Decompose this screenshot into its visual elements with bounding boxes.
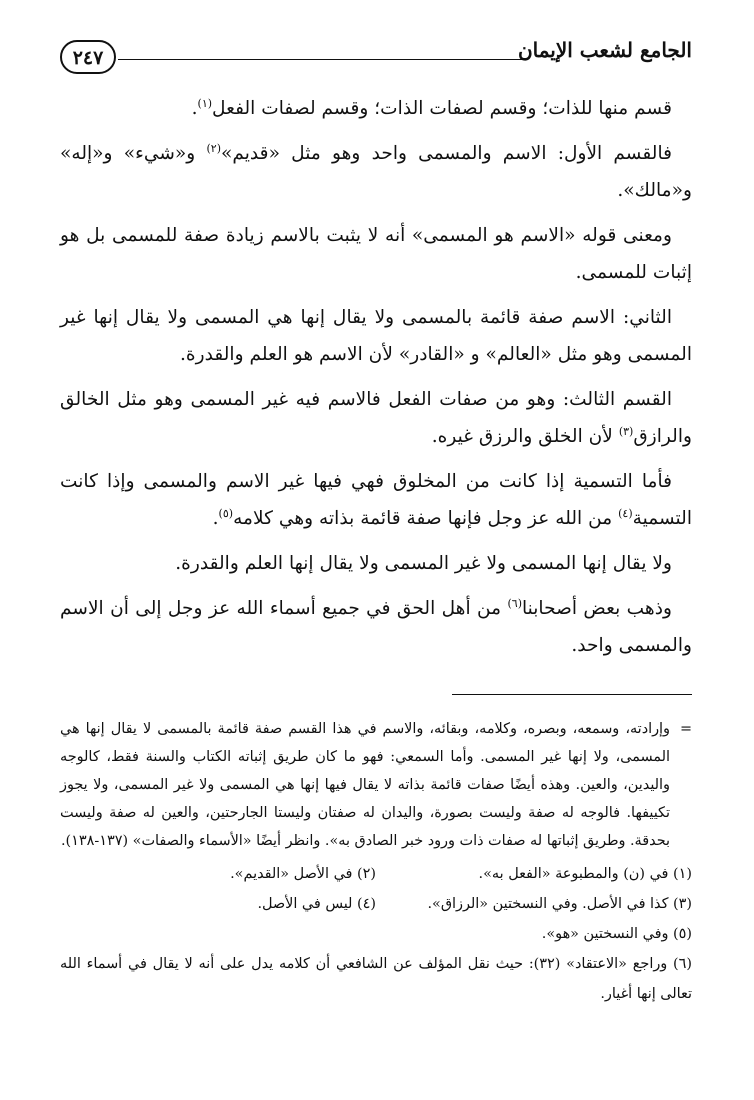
paragraph-4: الثاني: الاسم صفة قائمة بالمسمى ولا يقال إنها هي المسمى ولا يقال إنها غير المسمى وهو مثل «العالم» و «القادر» لأن الاسم هو العلم والقدرة.: [60, 307, 692, 365]
paragraph-7: ولا يقال إنها المسمى ولا غير المسمى ولا يقال إنها العلم والقدرة.: [175, 553, 672, 574]
running-title: الجامع لشعب الإيمان: [517, 38, 692, 62]
footnote-ref-3: (٣): [618, 424, 634, 438]
paragraph-5: القسم الثالث: وهو من صفات الفعل فالاسم فيه غير المسمى وهو مثل الخالق والرازق$^{(٣)}$ لأن الخلق والرزق غيره.: [60, 389, 692, 447]
footnote-1: (١) في (ن) والمطبوعة «الفعل به».: [478, 866, 692, 882]
page-header: [60, 30, 692, 76]
footnote-6: (٦) وراجع «الاعتقاد» (٣٢): حيث نقل المؤلف عن الشافعي أن كلامه يدل على أنه لا يقال في أسماء الله تعالى إنها أغيار.: [60, 956, 692, 1002]
header-rule: [118, 59, 524, 60]
page-number: ٢٤٧: [60, 40, 116, 74]
paragraph-3: ومعنى قوله «الاسم هو المسمى» أنه لا يثبت بالاسم زيادة صفة للمسمى بل هو إثبات للمسمى.: [60, 225, 692, 283]
continuation-marker: =: [679, 721, 692, 737]
main-text: [60, 90, 692, 664]
footnote-3: (٣) كذا في الأصل. وفي النسختين «الرزاق».: [427, 896, 692, 912]
footnote-row-2: [60, 889, 692, 919]
footnote-ref-4: (٤): [618, 506, 633, 520]
footnotes: [60, 715, 692, 1009]
book-page: [60, 30, 692, 1009]
footnote-row-1: [60, 859, 692, 889]
footnote-ref-5: (٥): [218, 506, 234, 520]
footnote-2: (٢) في الأصل «القديم».: [230, 866, 376, 882]
footnote-ref-6: (٦): [507, 596, 522, 610]
footnote-ref-1: (١): [197, 96, 213, 110]
paragraph-1: قسم منها للذات؛ وقسم لصفات الذات؛ وقسم لصفات الفعل$^{(١)}$.: [191, 96, 672, 119]
footnote-5: (٥) وفي النسختين «هو».: [541, 926, 692, 942]
paragraph-2: فالقسم الأول: الاسم والمسمى واحد وهو مثل «قديم»$^{(٢)}$ و«شيء» و«إله» و«مالك».: [60, 141, 692, 201]
footnote-continuation: = وإرادته، وسمعه، وبصره، وكلامه، وبقائه، والاسم في هذا القسم صفة قائمة بالمسمى لا يقال إنها هي المسمى، ولا إنها غير المسمى. وأما السمعي: فهو ما كان طريق إثباته الكتاب والسنة فقط، كالوجه واليدين، والعين. وهذه أيضًا صفات قائمة بذاته لا يقال فيها إنها هي المسمى ولا غير المسمى، ولا يجوز تكييفها. فالوجه له صفة وليست بصورة، واليدان له صفتان وليستا الجارحتين، والعين له صفة وليست بحدقة. وطريق إثباتها له صفات ذات ورود خبر الصادق به». وانظر أيضًا «الأسماء والصفات» (١٣٧-١٣٨).: [60, 715, 692, 855]
paragraph-8: وذهب بعض أصحابنا$^{(٦)}$ من أهل الحق في جميع أسماء الله عز وجل إلى أن الاسم والمسمى واحد.: [60, 596, 692, 656]
paragraph-6: فأما التسمية إذا كانت من المخلوق فهي فيها غير الاسم والمسمى وإذا كانت التسمية$^{(٤)}$ من الله عز وجل فإنها صفة قائمة بذاته وهي كلامه$^{(٥)}$.: [60, 471, 692, 529]
footnote-4: (٤) ليس في الأصل.: [257, 896, 376, 912]
footnote-ref-2: (٢): [206, 141, 221, 155]
footnote-separator: [452, 694, 692, 695]
